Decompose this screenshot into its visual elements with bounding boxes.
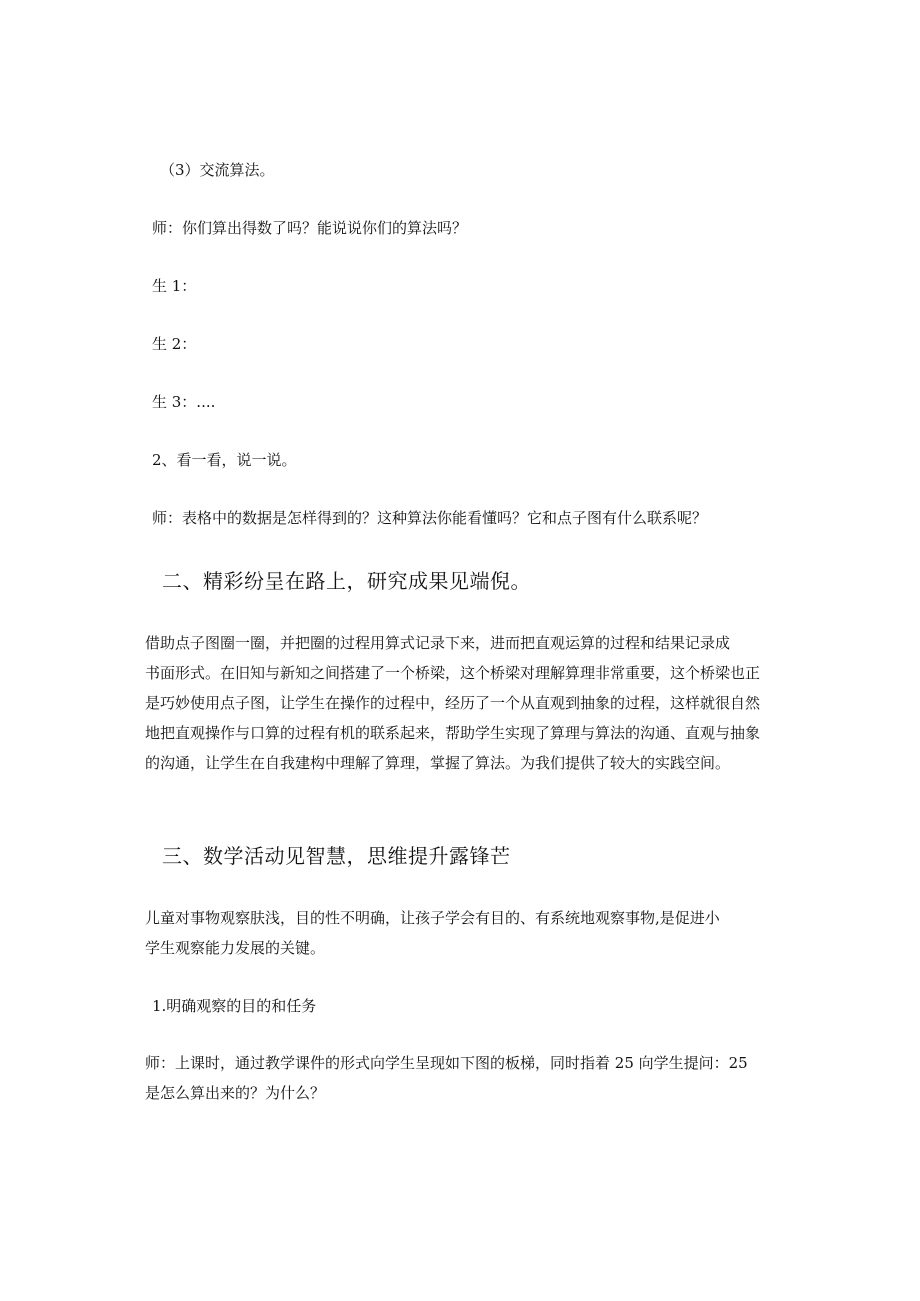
paragraph-line: 书面形式。在旧知与新知之间搭建了一个桥梁，这个桥梁对理解算理非常重要，这个桥梁也正 bbox=[145, 664, 761, 682]
paragraph-line: 儿童对事物观察肤浅，目的性不明确，让孩子学会有目的、有系统地观察事物,是促进小 bbox=[145, 909, 720, 927]
paragraph-line: 学生观察能力发展的关键。 bbox=[145, 939, 326, 957]
teacher-question-2: 师：表格中的数据是怎样得到的？这种算法你能看懂吗？它和点子图有什么联系呢？ bbox=[152, 509, 708, 527]
student-answer-1: 生 1： bbox=[152, 277, 197, 295]
paragraph-line: 的沟通，让学生在自我建构中理解了算理，掌握了算法。为我们提供了较大的实践空间。 bbox=[145, 754, 731, 772]
student-answer-2: 生 2： bbox=[152, 335, 197, 353]
paragraph-section-2 bbox=[145, 628, 813, 778]
paragraph-teacher-prompt bbox=[145, 1048, 813, 1108]
student-answer-3: 生 3：.... bbox=[152, 393, 216, 411]
teacher-question: 师：你们算出得数了吗？能说说你们的算法吗？ bbox=[152, 219, 468, 237]
paragraph-line: 借助点子图圈一圈，并把圈的过程用算式记录下来，进而把直观运算的过程和结果记录成 bbox=[145, 634, 731, 652]
paragraph-line: 是怎么算出来的？为什么？ bbox=[145, 1084, 326, 1102]
paragraph-section-3 bbox=[145, 903, 813, 963]
section-heading-3: 三、数学活动见智慧，思维提升露锋芒 bbox=[162, 844, 511, 868]
subsection-title: （3）交流算法。 bbox=[160, 161, 275, 179]
paragraph-line: 是巧妙使用点子图，让学生在操作的过程中，经历了一个从直观到抽象的过程，这样就很自然 bbox=[145, 694, 761, 712]
paragraph-line: 师：上课时，通过教学课件的形式向学生呈现如下图的板梯，同时指着 25 向学生提问：25 bbox=[145, 1054, 748, 1072]
list-item-3-1: 1.明确观察的目的和任务 bbox=[152, 997, 317, 1015]
paragraph-line: 地把直观操作与口算的过程有机的联系起来，帮助学生实现了算理与算法的沟通、直观与抽象 bbox=[145, 724, 761, 742]
list-item-2: 2、看一看，说一说。 bbox=[152, 451, 297, 469]
section-heading-2: 二、精彩纷呈在路上，研究成果见端倪。 bbox=[162, 569, 531, 593]
